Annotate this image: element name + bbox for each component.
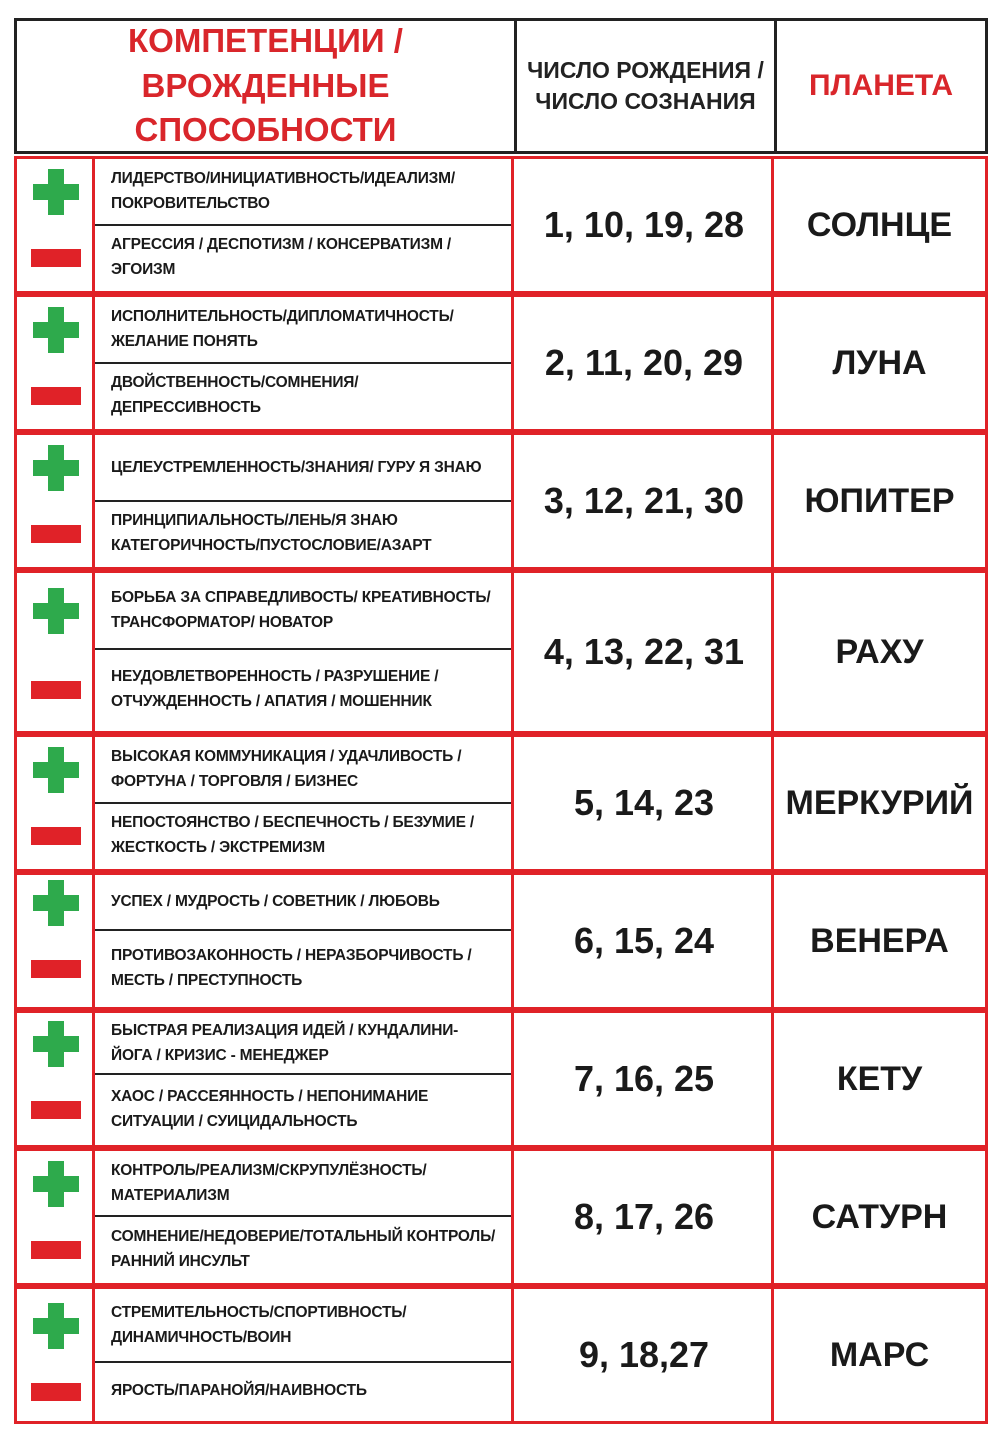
minus-icon bbox=[31, 249, 81, 267]
plus-icon bbox=[33, 588, 79, 634]
header-numbers: ЧИСЛО РОЖДЕНИЯ / ЧИСЛО СОЗНАНИЯ bbox=[527, 56, 764, 114]
signs-cell bbox=[17, 1289, 95, 1421]
traits-cell bbox=[95, 1289, 514, 1421]
signs-cell bbox=[17, 435, 95, 567]
birth-numbers: 8, 17, 26 bbox=[517, 1151, 774, 1283]
positive-traits: ИСПОЛНИТЕЛЬНОСТЬ/ДИПЛОМАТИЧНОСТЬ/ ЖЕЛАНИЕ ПОНЯТЬ bbox=[111, 308, 454, 350]
birth-numbers: 1, 10, 19, 28 bbox=[517, 159, 774, 291]
traits-cell bbox=[95, 1013, 514, 1145]
traits-cell bbox=[95, 875, 514, 1007]
header-planet: ПЛАНЕТА bbox=[808, 69, 954, 102]
planet-name: ВЕНЕРА bbox=[810, 921, 949, 960]
positive-traits: БОРЬБА ЗА СПРАВЕДЛИВОСТЬ/ КРЕАТИВНОСТЬ/ТРАНСФОРМАТОР/ НОВАТОР bbox=[111, 589, 491, 631]
plus-icon bbox=[33, 445, 79, 491]
positive-traits: ЛИДЕРСТВО/ИНИЦИАТИВНОСТЬ/ИДЕАЛИЗМ/ ПОКРОВИТЕЛЬСТВО bbox=[111, 170, 455, 212]
negative-traits: НЕУДОВЛЕТВОРЕННОСТЬ / РАЗРУШЕНИЕ / ОТЧУЖДЕННОСТЬ / АПАТИЯ / МОШЕННИК bbox=[111, 668, 439, 710]
minus-icon bbox=[31, 960, 81, 978]
planet-name: МЕРКУРИЙ bbox=[785, 783, 974, 822]
birth-numbers: 9, 18,27 bbox=[517, 1289, 774, 1421]
table-row bbox=[14, 1286, 988, 1424]
positive-traits: СТРЕМИТЕЛЬНОСТЬ/СПОРТИВНОСТЬ/ ДИНАМИЧНОСТЬ/ВОИН bbox=[111, 1303, 407, 1346]
plus-icon bbox=[33, 1161, 79, 1207]
signs-cell bbox=[17, 159, 95, 291]
plus-icon bbox=[33, 1303, 79, 1349]
minus-icon bbox=[31, 1383, 81, 1401]
minus-icon bbox=[31, 827, 81, 845]
traits-cell bbox=[95, 159, 514, 291]
traits-cell bbox=[95, 573, 514, 731]
traits-cell bbox=[95, 435, 514, 567]
positive-traits: БЫСТРАЯ РЕАЛИЗАЦИЯ ИДЕЙ / КУНДАЛИНИ- ЙОГА / КРИЗИС - МЕНЕДЖЕР bbox=[111, 1021, 459, 1064]
positive-traits: КОНТРОЛЬ/РЕАЛИЗМ/СКРУПУЛЁЗНОСТЬ/ МАТЕРИАЛИЗМ bbox=[111, 1161, 427, 1204]
negative-traits: НЕПОСТОЯНСТВО / БЕСПЕЧНОСТЬ / БЕЗУМИЕ / ЖЕСТКОСТЬ / ЭКСТРЕМИЗМ bbox=[111, 814, 474, 856]
negative-traits: ХАОС / РАССЕЯННОСТЬ / НЕПОНИМАНИЕ СИТУАЦИИ / СУИЦИДАЛЬНОСТЬ bbox=[111, 1087, 429, 1130]
table-row bbox=[14, 1148, 988, 1286]
minus-icon bbox=[31, 1241, 81, 1259]
signs-cell bbox=[17, 875, 95, 1007]
negative-traits: АГРЕССИЯ / ДЕСПОТИЗМ / КОНСЕРВАТИЗМ / ЭГОИЗМ bbox=[111, 236, 452, 278]
minus-icon bbox=[31, 1101, 81, 1119]
plus-icon bbox=[33, 880, 79, 926]
positive-traits: УСПЕХ / МУДРОСТЬ / СОВЕТНИК / ЛЮБОВЬ bbox=[111, 893, 440, 911]
table-row bbox=[14, 294, 988, 432]
negative-traits: ДВОЙСТВЕННОСТЬ/СОМНЕНИЯ/ ДЕПРЕССИВНОСТЬ bbox=[111, 374, 359, 416]
header-competencies: КОМПЕТЕНЦИИ / ВРОЖДЕННЫЕ СПОСОБНОСТИ bbox=[128, 22, 403, 149]
traits-cell bbox=[95, 297, 514, 429]
table-row bbox=[14, 872, 988, 1010]
signs-cell bbox=[17, 737, 95, 869]
birth-numbers: 3, 12, 21, 30 bbox=[517, 435, 774, 567]
table-row bbox=[14, 734, 988, 872]
traits-cell bbox=[95, 737, 514, 869]
minus-icon bbox=[31, 681, 81, 699]
plus-icon bbox=[33, 1021, 79, 1067]
plus-icon bbox=[33, 747, 79, 793]
birth-numbers: 6, 15, 24 bbox=[517, 875, 774, 1007]
planet-name: КЕТУ bbox=[836, 1059, 923, 1098]
positive-traits: ЦЕЛЕУСТРЕМЛЕННОСТЬ/ЗНАНИЯ/ ГУРУ Я ЗНАЮ bbox=[111, 458, 482, 476]
table-header bbox=[14, 18, 988, 154]
signs-cell bbox=[17, 573, 95, 731]
planet-name: ЮПИТЕР bbox=[804, 481, 955, 520]
signs-cell bbox=[17, 1013, 95, 1145]
planet-name: РАХУ bbox=[835, 632, 924, 671]
positive-traits: ВЫСОКАЯ КОММУНИКАЦИЯ / УДАЧЛИВОСТЬ / ФОРТУНА / ТОРГОВЛЯ / БИЗНЕС bbox=[111, 748, 462, 790]
negative-traits: ПРОТИВОЗАКОННОСТЬ / НЕРАЗБОРЧИВОСТЬ / МЕСТЬ / ПРЕСТУПНОСТЬ bbox=[111, 946, 472, 989]
negative-traits: ПРИНЦИПИАЛЬНОСТЬ/ЛЕНЬ/Я ЗНАЮ КАТЕГОРИЧНОСТЬ/ПУСТОСЛОВИЕ/АЗАРТ bbox=[111, 512, 432, 554]
negative-traits: ЯРОСТЬ/ПАРАНОЙЯ/НАИВНОСТЬ bbox=[111, 1382, 367, 1400]
plus-icon bbox=[33, 169, 79, 215]
birth-numbers: 4, 13, 22, 31 bbox=[517, 573, 774, 731]
plus-icon bbox=[33, 307, 79, 353]
birth-numbers: 7, 16, 25 bbox=[517, 1013, 774, 1145]
signs-cell bbox=[17, 1151, 95, 1283]
planet-name: СОЛНЦЕ bbox=[806, 205, 953, 244]
planet-name: САТУРН bbox=[811, 1197, 948, 1236]
birth-numbers: 2, 11, 20, 29 bbox=[517, 297, 774, 429]
planet-name: ЛУНА bbox=[832, 343, 927, 382]
minus-icon bbox=[31, 387, 81, 405]
negative-traits: СОМНЕНИЕ/НЕДОВЕРИЕ/ТОТАЛЬНЫЙ КОНТРОЛЬ/РАННИЙ ИНСУЛЬТ bbox=[111, 1227, 496, 1270]
table-row bbox=[14, 1010, 988, 1148]
table-row bbox=[14, 570, 988, 734]
table-row bbox=[14, 156, 988, 294]
signs-cell bbox=[17, 297, 95, 429]
planet-name: МАРС bbox=[829, 1335, 930, 1374]
traits-cell bbox=[95, 1151, 514, 1283]
birth-numbers: 5, 14, 23 bbox=[517, 737, 774, 869]
minus-icon bbox=[31, 525, 81, 543]
table-row bbox=[14, 432, 988, 570]
